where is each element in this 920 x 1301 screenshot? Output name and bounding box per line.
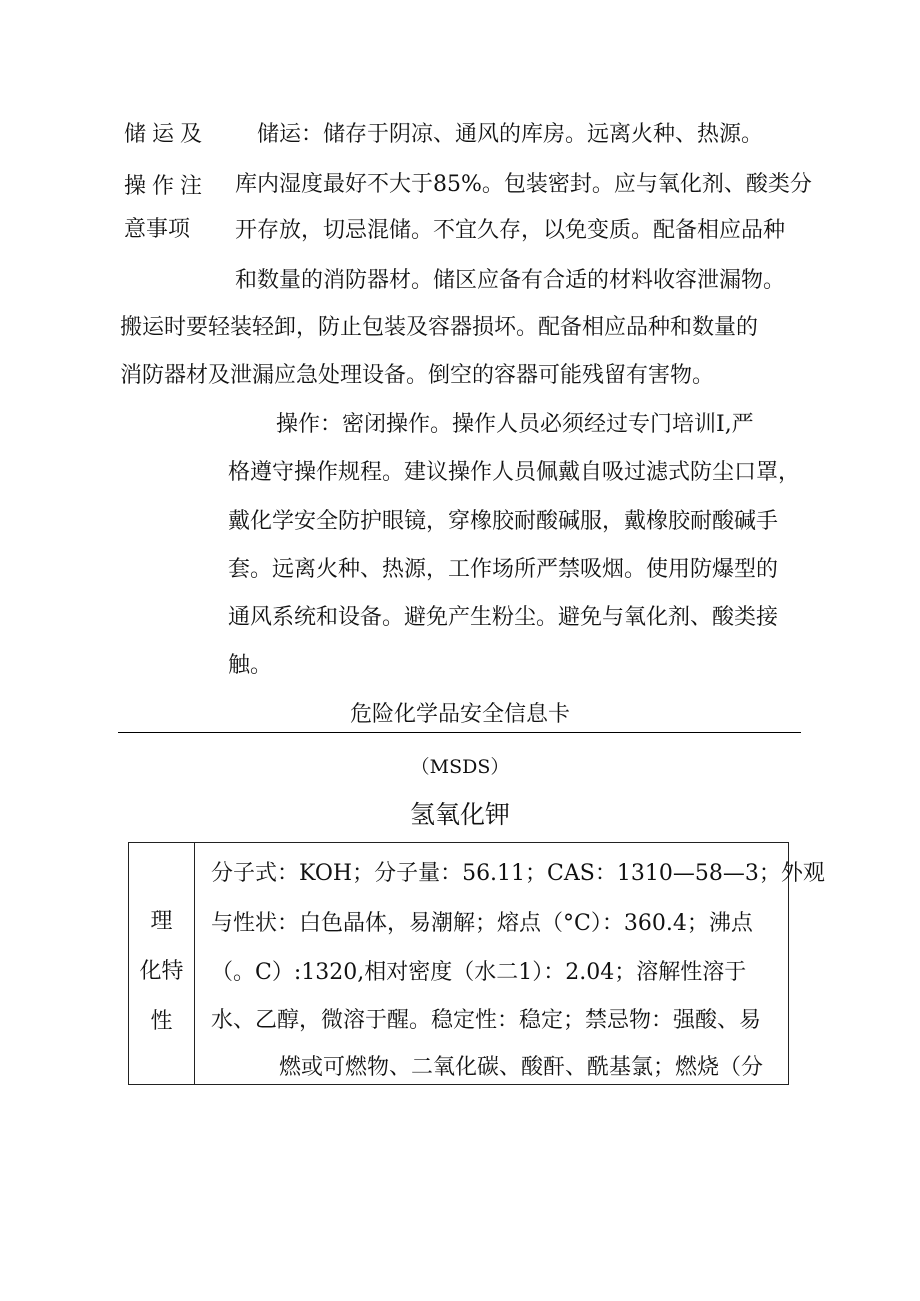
storage-text-line-3: 开存放，切忌混储。不宜久存，以免变质。配备相应品种 (235, 218, 786, 243)
storage-text-line-5: 搬运时要轻装轻卸，防止包装及容器损坏。配备相应品种和数量的 (120, 315, 759, 340)
title-divider (118, 732, 801, 733)
section-label-line-1: 储运及 (124, 122, 209, 147)
chemical-name: 氢氧化钾 (409, 800, 510, 829)
properties-label-line-2: 化特 (139, 959, 184, 984)
storage-text-line-4: 和数量的消防器材。储区应备有合适的材料收容泄漏物。 (235, 268, 786, 293)
section-label-line-2: 操作注 (124, 174, 209, 199)
operation-text-line-3: 戴化学安全防护眼镜，穿橡胶耐酸碱服，戴橡胶耐酸碱手 (228, 509, 779, 534)
properties-label-line-3: 性 (150, 1009, 173, 1034)
storage-text-line-2: 库内湿度最好不大于85%。包装密封。应与氧化剂、酸类分 (235, 172, 812, 197)
properties-text-line-5: 燃或可燃物、二氧化碳、酸酐、酰基氯；燃烧（分 (279, 1055, 764, 1080)
operation-text-line-4: 套。远离火种、热源，工作场所严禁吸烟。使用防爆型的 (228, 557, 779, 582)
storage-text-line-6: 消防器材及泄漏应急处理设备。倒空的容器可能残留有害物。 (120, 363, 715, 388)
properties-text-line-4: 水、乙醇，微溶于醒。稳定性：稳定；禁忌物：强酸、易 (211, 1008, 762, 1033)
operation-text-line-6: 触。 (228, 653, 273, 678)
card-subtitle: （MSDS） (410, 756, 510, 778)
properties-text-line-2: 与性状：白色晶体，易潮解；熔点（°C）：360.4；沸点 (211, 911, 753, 936)
operation-text-line-2: 格遵守操作规程。建议操作人员佩戴自吸过滤式防尘口罩， (228, 460, 801, 485)
table-column-divider (194, 843, 195, 1084)
card-title: 危险化学品安全信息卡 (349, 702, 570, 727)
properties-text-line-3: （。C）:1320,相对密度（水二1）：2.04；溶解性溶于 (211, 960, 747, 985)
operation-text-line-1: 操作：密闭操作。操作人员必须经过专门培训I,严 (276, 412, 754, 437)
properties-text-line-1: 分子式：KOH；分子量：56.11；CAS：1310—58—3；外观 (211, 861, 825, 886)
properties-label-line-1: 理 (150, 909, 173, 934)
section-label-line-3: 意事项 (124, 217, 191, 242)
storage-text-line-1: 储运：储存于阴凉、通风的库房。远离火种、热源。 (257, 122, 764, 147)
operation-text-line-5: 通风系统和设备。避免产生粉尘。避免与氧化剂、酸类接 (228, 605, 779, 630)
properties-table (128, 842, 825, 1085)
properties-label (129, 897, 194, 1047)
